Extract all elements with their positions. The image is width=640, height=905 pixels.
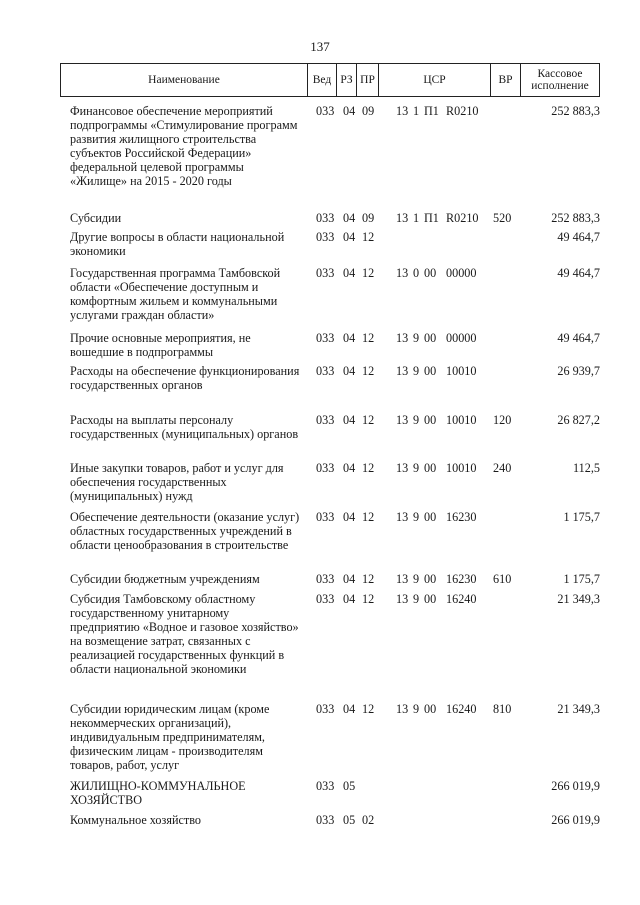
row-sum: 21 349,3 — [557, 592, 600, 606]
row-vr: 520 — [493, 211, 512, 225]
row-rz: 05 — [343, 813, 356, 827]
row-rz: 04 — [343, 702, 356, 716]
row-csr-subprogram: 9 — [413, 461, 420, 475]
row-rz: 05 — [343, 779, 356, 793]
header-sum: Кассовое исполнение — [531, 68, 589, 92]
row-name: Субсидии — [70, 211, 122, 225]
row-name: Коммунальное хозяйство — [70, 813, 201, 827]
row-csr-program: 13 — [396, 572, 409, 586]
row-csr-event: 00 — [424, 592, 437, 606]
row-csr-program: 13 — [396, 461, 409, 475]
row-csr-program: 13 — [396, 331, 409, 345]
row-csr-subprogram: 1 — [413, 104, 420, 118]
row-pr: 12 — [362, 592, 375, 606]
row-csr-subprogram: 9 — [413, 331, 420, 345]
row-rz: 04 — [343, 510, 356, 524]
row-rz: 04 — [343, 592, 356, 606]
row-ved: 033 — [316, 779, 335, 793]
row-name: Расходы на обеспечение функционирования государственных органов — [70, 364, 300, 392]
row-pr: 12 — [362, 702, 375, 716]
row-rz: 04 — [343, 364, 356, 378]
row-csr-direction: 10010 — [446, 461, 477, 475]
row-ved: 033 — [316, 230, 335, 244]
header-rz: РЗ — [337, 64, 357, 96]
row-name: Другие вопросы в области национальной экономики — [70, 230, 285, 258]
row-csr-event: 00 — [424, 702, 437, 716]
row-csr-program: 13 — [396, 413, 409, 427]
row-csr-subprogram: 9 — [413, 702, 420, 716]
row-rz: 04 — [343, 230, 356, 244]
row-csr-subprogram: 0 — [413, 266, 420, 280]
row-pr: 09 — [362, 211, 375, 225]
row-csr-event: 00 — [424, 364, 437, 378]
row-pr: 12 — [362, 510, 375, 524]
row-ved: 033 — [316, 413, 335, 427]
row-csr-program: 13 — [396, 104, 409, 118]
row-vr: 810 — [493, 702, 512, 716]
row-name: Расходы на выплаты персоналу государственных (муниципальных) органов — [70, 413, 299, 441]
row-sum: 21 349,3 — [557, 702, 600, 716]
row-csr-event: 00 — [424, 331, 437, 345]
row-csr-event: П1 — [424, 211, 439, 225]
row-sum: 26 827,2 — [557, 413, 600, 427]
row-csr-direction: 00000 — [446, 331, 477, 345]
row-ved: 033 — [316, 572, 335, 586]
header-csr: ЦСР — [379, 64, 491, 96]
row-pr: 12 — [362, 461, 375, 475]
row-rz: 04 — [343, 331, 356, 345]
row-pr: 02 — [362, 813, 375, 827]
row-csr-program: 13 — [396, 510, 409, 524]
row-sum: 49 464,7 — [557, 266, 600, 280]
row-ved: 033 — [316, 364, 335, 378]
row-sum: 49 464,7 — [557, 230, 600, 244]
row-csr-direction: R0210 — [446, 104, 479, 118]
row-pr: 12 — [362, 364, 375, 378]
row-csr-program: 13 — [396, 211, 409, 225]
row-csr-direction: 10010 — [446, 413, 477, 427]
row-sum: 266 019,9 — [551, 779, 600, 793]
row-csr-program: 13 — [396, 364, 409, 378]
row-csr-subprogram: 9 — [413, 364, 420, 378]
row-pr: 12 — [362, 413, 375, 427]
row-name: Прочие основные мероприятия, не вошедшие в подпрограммы — [70, 331, 251, 359]
row-csr-subprogram: 9 — [413, 572, 420, 586]
row-csr-event: П1 — [424, 104, 439, 118]
row-csr-event: 00 — [424, 266, 437, 280]
row-ved: 033 — [316, 592, 335, 606]
row-pr: 09 — [362, 104, 375, 118]
row-name: Обеспечение деятельности (оказание услуг) областных государственных учреждений в области ценообразования в строительстве — [70, 510, 300, 552]
row-csr-event: 00 — [424, 572, 437, 586]
row-rz: 04 — [343, 211, 356, 225]
row-rz: 04 — [343, 461, 356, 475]
row-csr-direction: 16230 — [446, 510, 477, 524]
row-ved: 033 — [316, 211, 335, 225]
row-vr: 610 — [493, 572, 512, 586]
row-sum: 49 464,7 — [557, 331, 600, 345]
row-name: Субсидии юридическим лицам (кроме некоммерческих организаций), индивидуальным предпринимателям, физическим лицам - производителям товаров, работ, услуг — [70, 702, 270, 772]
row-sum: 112,5 — [573, 461, 600, 475]
header-vr: ВР — [491, 64, 521, 96]
row-pr: 12 — [362, 572, 375, 586]
row-csr-event: 00 — [424, 461, 437, 475]
row-csr-direction: 16240 — [446, 702, 477, 716]
row-name: Субсидия Тамбовскому областному государственному унитарному предприятию «Водное и газовое хозяйство» на возмещение затрат, связанных с реализацией государственных функций в области национальной экономики — [70, 592, 299, 676]
row-ved: 033 — [316, 702, 335, 716]
row-csr-program: 13 — [396, 702, 409, 716]
row-ved: 033 — [316, 461, 335, 475]
row-pr: 12 — [362, 331, 375, 345]
row-csr-subprogram: 9 — [413, 510, 420, 524]
row-sum: 26 939,7 — [557, 364, 600, 378]
row-name: Субсидии бюджетным учреждениям — [70, 572, 260, 586]
row-ved: 033 — [316, 266, 335, 280]
row-csr-program: 13 — [396, 592, 409, 606]
row-csr-direction: 10010 — [446, 364, 477, 378]
row-csr-subprogram: 9 — [413, 592, 420, 606]
row-csr-direction: 16230 — [446, 572, 477, 586]
row-csr-direction: R0210 — [446, 211, 479, 225]
row-sum: 266 019,9 — [551, 813, 600, 827]
row-pr: 12 — [362, 266, 375, 280]
row-rz: 04 — [343, 104, 356, 118]
row-name: Иные закупки товаров, работ и услуг для обеспечения государственных (муниципальных) нужд — [70, 461, 284, 503]
row-csr-event: 00 — [424, 413, 437, 427]
row-ved: 033 — [316, 510, 335, 524]
row-vr: 120 — [493, 413, 512, 427]
row-csr-direction: 00000 — [446, 266, 477, 280]
row-sum: 1 175,7 — [563, 510, 600, 524]
row-vr: 240 — [493, 461, 512, 475]
header-ved: Вед — [308, 64, 337, 96]
row-name: Государственная программа Тамбовской области «Обеспечение доступным и комфортным жильем и коммунальными услугами граждан области» — [70, 266, 281, 322]
row-csr-program: 13 — [396, 266, 409, 280]
row-rz: 04 — [343, 413, 356, 427]
row-ved: 033 — [316, 813, 335, 827]
row-sum: 252 883,3 — [551, 104, 600, 118]
row-name: ЖИЛИЩНО-КОММУНАЛЬНОЕ ХОЗЯЙСТВО — [70, 779, 246, 807]
row-csr-subprogram: 1 — [413, 211, 420, 225]
row-csr-subprogram: 9 — [413, 413, 420, 427]
row-ved: 033 — [316, 104, 335, 118]
row-pr: 12 — [362, 230, 375, 244]
header-name: Наименование — [61, 64, 308, 96]
row-sum: 252 883,3 — [551, 211, 600, 225]
row-csr-event: 00 — [424, 510, 437, 524]
header-pr: ПР — [357, 64, 379, 96]
table-header — [60, 63, 600, 97]
page-number: 137 — [310, 39, 330, 54]
row-csr-direction: 16240 — [446, 592, 477, 606]
row-sum: 1 175,7 — [563, 572, 600, 586]
row-name: Финансовое обеспечение мероприятий подпрограммы «Стимулирование программ развития жилищного строительства субъектов Российской Федерации» федеральной целевой программы «Жилище» на 2015 - 2020 годы — [70, 104, 298, 188]
row-rz: 04 — [343, 572, 356, 586]
row-rz: 04 — [343, 266, 356, 280]
row-ved: 033 — [316, 331, 335, 345]
